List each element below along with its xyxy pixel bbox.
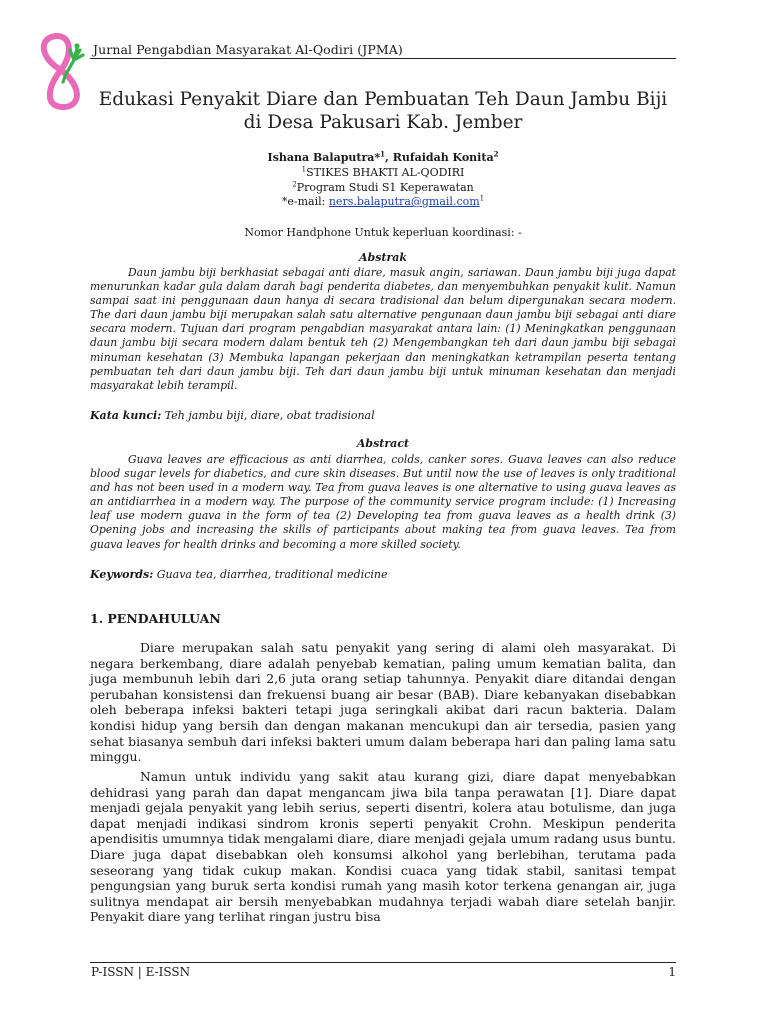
body-paragraph-1: Diare merupakan salah satu penyakit yang sering di alami oleh masyarakat. Di negara berkembang, diare adalah penyebab kematian, paling umum kematian balita, dan juga membunuh lebih dari 2,6 juta orang setiap tahunnya. Penyakit diare ditandai dengan perubahan konsistensi dan frekuensi buang air besar (BAB). Diare kebanyakan disebabkan oleh beberapa infeksi bakteri tetapi juga seringkali akibat dari racun bakteria. Dalam kondisi hidup yang bersih dan dengan makanan mencukupi dan air tersedia, pasien yang sehat biasanya sembuh dari infeksi bakteri umum dalam beberapa hari dan paling lama satu minggu. bbox=[90, 640, 676, 765]
author-separator: , bbox=[385, 151, 393, 164]
abstrak-text: Daun jambu biji berkhasiat sebagai anti diare, masuk angin, sariawan. Daun jambu biji juga dapat menurunkan kadar gula dalam darah bagi penderita diabetes, dan menyembuhkan penyakit kulit. Namun sampai saat ini penggunaan daun hanya di secara tradisional dan belum dipergunakan secara modern. The dari daun jambu biji merupakan salah satu alternative pengunaan daun jambu biji sebagai anti diare secara modern. Tujuan dari program pengabdian masyarakat antara lain: (1) Meningkatkan penggunaan daun jambu biji secara modern dalam bentuk teh (2) Mengembangkan teh dari daun jambu biji sebagai minuman kesehatan (3) Membuka lapangan pekerjaan dan meningkatkan ketrampilan peserta tentang pembuatan teh dari daun jambu biji. Teh dari daun jambu biji untuk minuman kesehatan dan menjadi masyarakat lebih terampil. bbox=[90, 266, 676, 392]
affiliation-1-sup: 1 bbox=[301, 165, 307, 174]
paper-title: Edukasi Penyakit Diare dan Pembuatan Teh Daun Jambu Biji di Desa Pakusari Kab. Jember bbox=[98, 89, 668, 133]
kata-kunci-label: Kata kunci: bbox=[90, 409, 162, 422]
keywords-value: Guava tea, diarrhea, traditional medicine bbox=[153, 568, 388, 581]
abstract-text: Guava leaves are efficacious as anti diarrhea, colds, canker sores. Guava leaves can also reduce blood sugar levels for diabetics, and cure skin diseases. But until now the use of leaves is only traditional and has not been used in a modern way. Tea from guava leaves is one alternative to using guava leaves as an antidiarrhea in a modern way. The purpose of the community service program include: (1) Increasing leaf use modern guava in the form of tea (2) Developing tea from guava leaves as a health drink (3) Opening jobs and increasing the skills of participants about making tea from guava leaves. Tea from guava leaves for health drinks and becoming a more skilled society. bbox=[90, 453, 676, 551]
affiliation-2-sup: 2 bbox=[292, 180, 297, 189]
affiliation-1-text: STIKES BHAKTI AL-QODIRI bbox=[306, 166, 465, 179]
abstrak-heading: Abstrak bbox=[358, 251, 408, 264]
keywords-line bbox=[90, 568, 676, 581]
journal-logo-icon bbox=[30, 30, 92, 112]
kata-kunci-line bbox=[90, 409, 676, 422]
author-2-sup: 2 bbox=[493, 149, 499, 159]
contact-note: Nomor Handphone Untuk keperluan koordinasi: - bbox=[244, 226, 522, 239]
journal-name: Jurnal Pengabdian Masyarakat Al-Qodiri (JPMA) bbox=[93, 42, 403, 57]
keywords-label: Keywords: bbox=[90, 568, 154, 581]
affiliation-1 bbox=[90, 165, 676, 181]
author-1-sup: 1 bbox=[380, 149, 386, 159]
header-rule bbox=[90, 58, 676, 59]
email-sup: 1 bbox=[479, 194, 485, 203]
email-link[interactable]: ners.balaputra@gmail.com bbox=[328, 195, 480, 208]
email-line bbox=[90, 194, 676, 210]
affiliation-2-text: Program Studi S1 Keperawatan bbox=[296, 181, 474, 194]
author-1: Ishana Balaputra* bbox=[267, 151, 381, 164]
email-prefix: *e-mail: bbox=[281, 195, 329, 208]
abstract-heading: Abstract bbox=[356, 437, 410, 450]
page-number: 1 bbox=[668, 965, 676, 979]
footer-rule bbox=[90, 962, 676, 963]
author-2: Rufaidah Konita bbox=[392, 151, 494, 164]
kata-kunci-value: Teh jambu biji, diare, obat tradisional bbox=[161, 409, 375, 422]
body-paragraph-2: Namun untuk individu yang sakit atau kurang gizi, diare dapat menyebabkan dehidrasi yang parah dan dapat mengancam jiwa bila tanpa perawatan [1]. Diare dapat menjadi gejala penyakit yang lebih serius, seperti disentri, kolera atau botulisme, dan juga dapat menjadi indikasi sindrom kronis seperti penyakit Crohn. Meskipun penderita apendisitis umumnya tidak mengalami diare, diare menjadi gejala umum radang usus buntu. Diare juga dapat disebabkan oleh konsumsi alkohol yang berlebihan, terutama pada seseorang yang tidak cukup makan. Kondisi cuaca yang tidak stabil, sanitasi tempat pengungsian yang buruk serta kondisi rumah yang masih kotor terkena genangan air, juga sulitnya mendapat air bersih menyebabkan mudahnya terjadi wabah diare setelah banjir. Penyakit diare yang terlihat ringan justru bisa bbox=[90, 769, 676, 925]
author-line bbox=[90, 150, 676, 166]
section-heading: 1. PENDAHULUAN bbox=[90, 611, 221, 626]
footer-issn: P-ISSN | E-ISSN bbox=[91, 965, 191, 979]
